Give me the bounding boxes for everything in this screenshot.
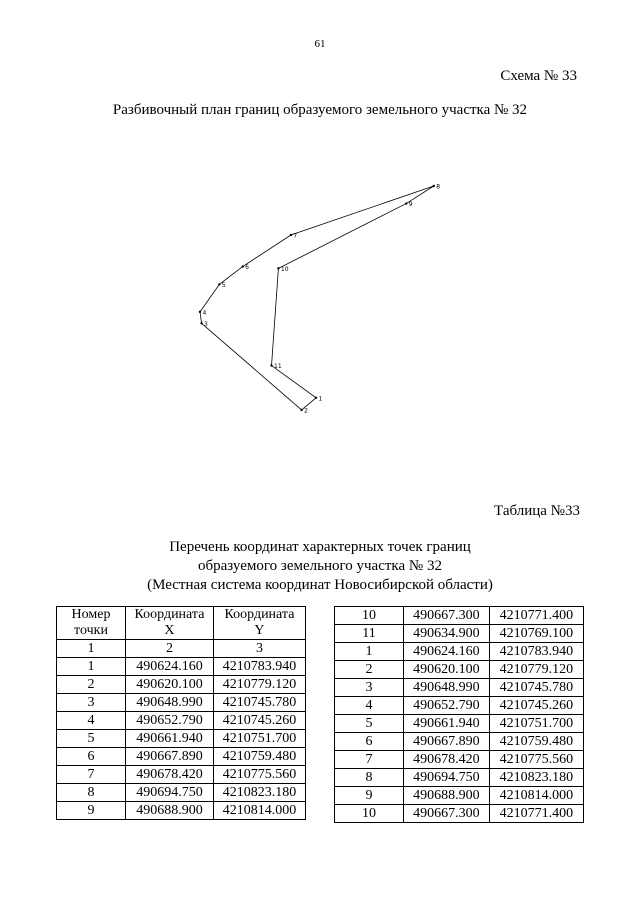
coord-x-cell: 490652.790: [126, 712, 214, 730]
column-number: 2: [126, 640, 214, 658]
table-row: [57, 712, 306, 730]
point-number-cell: 6: [335, 733, 404, 751]
table-row: [57, 658, 306, 676]
column-numbering-row: [57, 640, 306, 658]
table-label: Таблица №33: [494, 503, 580, 519]
boundary-point-label: 2: [304, 407, 308, 415]
boundary-point-label: 8: [436, 183, 441, 191]
boundary-point-marker: [241, 265, 243, 267]
header-coord-x: [126, 607, 214, 640]
boundary-point-label: 1: [318, 395, 323, 403]
coord-y-cell: 4210775.560: [213, 766, 305, 784]
boundary-plan: [0, 170, 640, 430]
coord-x-cell: 490688.900: [404, 787, 490, 805]
table-row: [335, 625, 584, 643]
point-number-cell: 1: [335, 643, 404, 661]
table-row: [335, 661, 584, 679]
point-number-cell: 6: [57, 748, 126, 766]
table-row: [57, 766, 306, 784]
coord-y-cell: 4210771.400: [489, 805, 583, 823]
boundary-point-marker: [405, 202, 407, 204]
point-number-cell: 11: [335, 625, 404, 643]
coord-y-cell: 4210771.400: [489, 607, 583, 625]
coordinates-table-right: [334, 606, 584, 823]
coord-y-cell: 4210779.120: [489, 661, 583, 679]
coord-x-cell: 490667.300: [404, 607, 490, 625]
coord-x-cell: 490667.300: [404, 805, 490, 823]
caption-line-3: (Местная система координат Новосибирской области): [147, 577, 493, 593]
boundary-point-marker: [200, 322, 202, 324]
point-number-cell: 10: [335, 607, 404, 625]
table-row: [335, 643, 584, 661]
boundary-point-label: 9: [408, 201, 413, 209]
coord-y-cell: 4210745.260: [489, 697, 583, 715]
page-number: 61: [314, 38, 326, 50]
coord-y-cell: 4210759.480: [213, 748, 305, 766]
boundary-point-marker: [199, 311, 201, 313]
caption-line-2: образуемого земельного участка № 32: [198, 558, 442, 574]
boundary-point-label: 11: [274, 363, 282, 371]
point-number-cell: 1: [57, 658, 126, 676]
point-number-cell: 9: [57, 802, 126, 820]
table-row: [57, 694, 306, 712]
table-row: [335, 769, 584, 787]
coord-y-cell: 4210783.940: [489, 643, 583, 661]
coord-x-cell: 490667.890: [126, 748, 214, 766]
coord-y-cell: 4210814.000: [489, 787, 583, 805]
coord-x-cell: 490678.420: [126, 766, 214, 784]
coord-x-cell: 490667.890: [404, 733, 490, 751]
header-coord-y-line1: Координата: [224, 607, 295, 622]
point-number-cell: 2: [57, 676, 126, 694]
point-number-cell: 4: [57, 712, 126, 730]
coord-y-cell: 4210775.560: [489, 751, 583, 769]
table-row: [57, 676, 306, 694]
point-number-cell: 3: [335, 679, 404, 697]
table-row: [335, 805, 584, 823]
coord-y-cell: 4210814.000: [213, 802, 305, 820]
table-row: [57, 748, 306, 766]
table-row: [57, 784, 306, 802]
point-number-cell: 5: [335, 715, 404, 733]
coord-y-cell: 4210823.180: [213, 784, 305, 802]
coord-y-cell: 4210751.700: [489, 715, 583, 733]
table-row: [335, 697, 584, 715]
boundary-point-marker: [277, 267, 279, 269]
coord-x-cell: 490688.900: [126, 802, 214, 820]
table-row: [335, 751, 584, 769]
coord-x-cell: 490624.160: [404, 643, 490, 661]
table-row: [335, 787, 584, 805]
coord-x-cell: 490648.990: [126, 694, 214, 712]
point-number-cell: 10: [335, 805, 404, 823]
header-coord-x-line1: Координата: [134, 607, 205, 622]
header-coord-x-line2: X: [164, 623, 175, 638]
coord-x-cell: 490620.100: [404, 661, 490, 679]
coord-x-cell: 490648.990: [404, 679, 490, 697]
coordinates-table-left: [56, 606, 306, 820]
plan-title: Разбивочный план границ образуемого земельного участка № 32: [112, 102, 528, 118]
point-number-cell: 8: [335, 769, 404, 787]
coord-y-cell: 4210823.180: [489, 769, 583, 787]
point-number-cell: 8: [57, 784, 126, 802]
table-row: [335, 607, 584, 625]
table-row: [335, 715, 584, 733]
coord-y-cell: 4210779.120: [213, 676, 305, 694]
boundary-point-label: 5: [221, 281, 226, 289]
header-point-number-line2: точки: [74, 623, 108, 638]
table-row: [57, 730, 306, 748]
scheme-label: Схема № 33: [500, 68, 577, 84]
caption-line-1: Перечень координат характерных точек границ: [169, 539, 471, 555]
coord-x-cell: 490678.420: [404, 751, 490, 769]
header-point-number-line1: Номер: [71, 607, 111, 622]
boundary-point-marker: [315, 397, 317, 399]
parcel-boundary-line: [200, 186, 434, 410]
coord-y-cell: 4210769.100: [489, 625, 583, 643]
boundary-point-label: 4: [202, 309, 207, 317]
coord-x-cell: 490634.900: [404, 625, 490, 643]
boundary-point-marker: [218, 283, 220, 285]
table-row: [335, 679, 584, 697]
coord-y-cell: 4210751.700: [213, 730, 305, 748]
column-number: 3: [213, 640, 305, 658]
point-number-cell: 4: [335, 697, 404, 715]
boundary-point-label: 3: [204, 320, 208, 328]
boundary-point-marker: [270, 364, 272, 366]
boundary-point-marker: [290, 234, 292, 236]
boundary-point-label: 6: [245, 264, 249, 272]
coord-x-cell: 490661.940: [126, 730, 214, 748]
boundary-point-label: 7: [293, 232, 298, 240]
header-coord-y: [213, 607, 305, 640]
boundary-point-label: 10: [280, 265, 289, 273]
coord-y-cell: 4210745.780: [489, 679, 583, 697]
table-header-row: [57, 607, 306, 640]
coord-x-cell: 490694.750: [126, 784, 214, 802]
coord-x-cell: 490624.160: [126, 658, 214, 676]
coord-x-cell: 490694.750: [404, 769, 490, 787]
header-point-number: [57, 607, 126, 640]
coord-y-cell: 4210745.260: [213, 712, 305, 730]
point-number-cell: 2: [335, 661, 404, 679]
point-number-cell: 7: [335, 751, 404, 769]
coord-y-cell: 4210745.780: [213, 694, 305, 712]
coord-x-cell: 490661.940: [404, 715, 490, 733]
header-coord-y-line2: Y: [254, 623, 265, 638]
table-caption: [0, 538, 640, 595]
point-number-cell: 9: [335, 787, 404, 805]
coord-x-cell: 490652.790: [404, 697, 490, 715]
point-number-cell: 7: [57, 766, 126, 784]
table-row: [335, 733, 584, 751]
coord-x-cell: 490620.100: [126, 676, 214, 694]
column-number: 1: [57, 640, 126, 658]
coord-y-cell: 4210783.940: [213, 658, 305, 676]
boundary-point-marker: [433, 185, 435, 187]
boundary-point-marker: [300, 409, 302, 411]
coord-y-cell: 4210759.480: [489, 733, 583, 751]
table-row: [57, 802, 306, 820]
point-number-cell: 3: [57, 694, 126, 712]
point-number-cell: 5: [57, 730, 126, 748]
